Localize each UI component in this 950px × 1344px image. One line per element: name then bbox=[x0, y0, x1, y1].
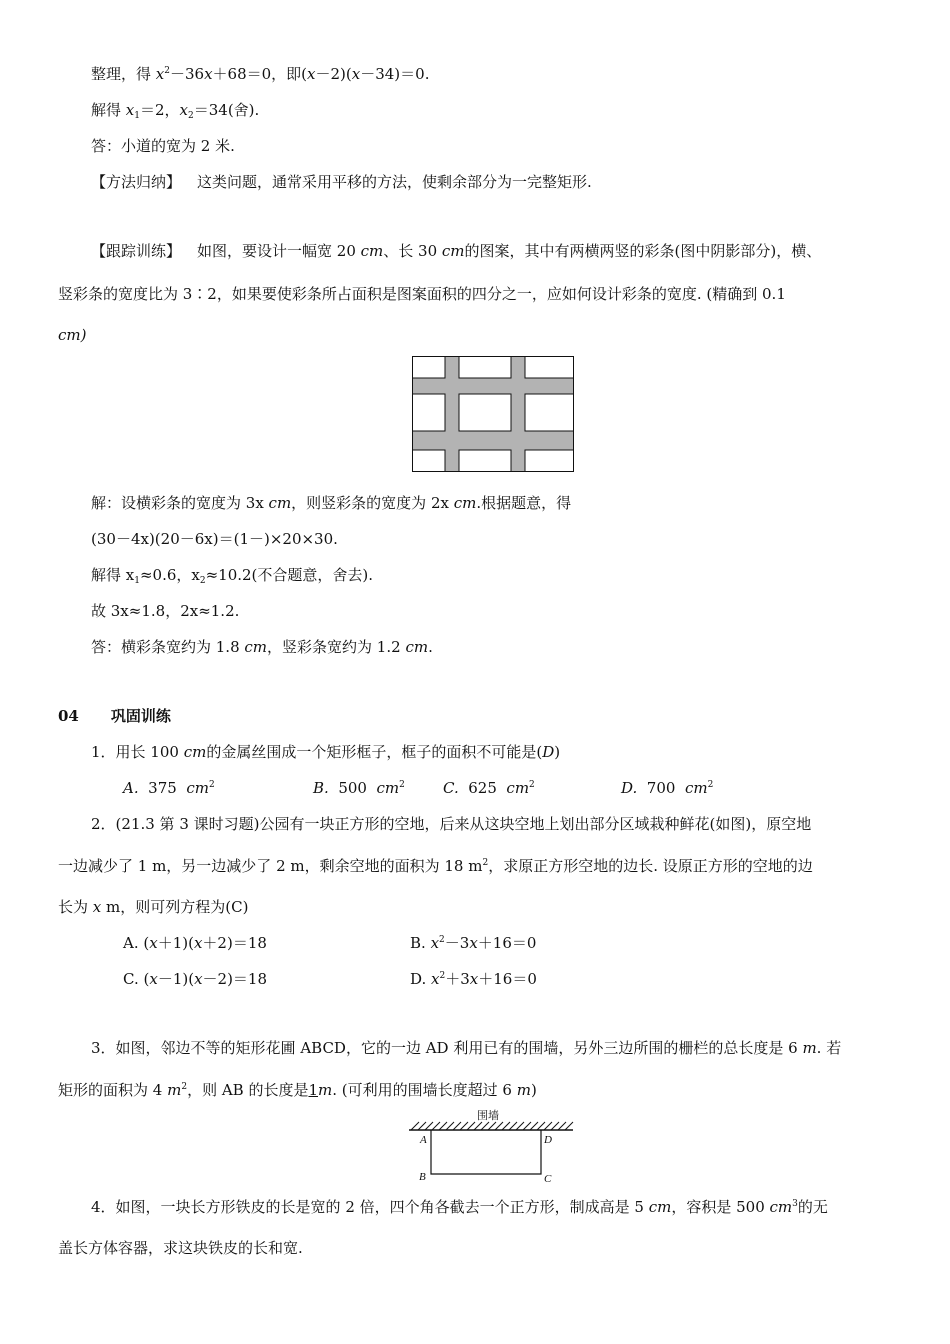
tracking-solution-line-3: 解得 $x_1\approx 0.6$，$x_2\approx 10.2$(不合题意，舍去). bbox=[91, 566, 374, 586]
vertex-b: B bbox=[419, 1171, 426, 1183]
tracking-line-3: cm) bbox=[58, 326, 87, 344]
question-4-line-1: 4．如图，一块长方形铁皮的长是宽的 2 倍，四个角各截去一个正方形，制成高是 5 cm，容积是 500 $cm^3$的无 bbox=[91, 1198, 828, 1216]
solution-line-1: 整理，得 $x^2-36x+68=0$，即(x－2)(x－34)＝0. bbox=[91, 65, 430, 83]
fence-rectangle bbox=[431, 1130, 541, 1174]
tracking-solution-line-1: 解：设横彩条的宽度为 3x cm，则竖彩条的宽度为 2x cm.根据题意，得 bbox=[91, 494, 572, 512]
tracking-line-2: 竖彩条的宽度比为 3∶2，如果要使彩条所占面积是图案面积的四分之一，应如何设计彩条的宽度. (精确到 0.1 bbox=[58, 285, 786, 303]
method-text: 这类问题，通常采用平移的方法，使剩余部分为一完整矩形. bbox=[197, 173, 592, 191]
method-summary bbox=[91, 172, 592, 192]
question-2-option-d: D. $x^2+3x+16=0$ bbox=[410, 970, 537, 988]
vertical-stripe-1 bbox=[445, 357, 459, 472]
question-1-option-d: D. 700 $cm^2$ bbox=[621, 779, 714, 797]
question-2-option-b: B. $x^2-3x+16=0$ bbox=[410, 934, 537, 952]
question-1-option-a: A. 375 $cm^2$ bbox=[123, 779, 215, 797]
question-2-line-3: 长为 x m，则可列方程为(C) bbox=[58, 898, 249, 916]
question-1-option-c: C. 625 $cm^2$ bbox=[443, 779, 535, 797]
horizontal-stripe-1 bbox=[413, 378, 574, 394]
tracking-label: 【跟踪训练】 bbox=[91, 242, 182, 260]
question-3-answer: 1 bbox=[308, 1081, 319, 1099]
horizontal-stripe-2 bbox=[413, 431, 574, 450]
section-header bbox=[58, 706, 171, 726]
vertex-c: C bbox=[544, 1173, 552, 1185]
figure-background bbox=[413, 357, 574, 472]
question-2-option-c: C. (x－1)(x－2)＝18 bbox=[123, 970, 268, 988]
solution-answer: 答：小道的宽为 2 米. bbox=[91, 137, 235, 155]
vertex-a: A bbox=[420, 1134, 427, 1146]
question-4-line-2: 盖长方体容器，求这块铁皮的长和宽. bbox=[58, 1239, 303, 1257]
tracking-line-1: 【跟踪训练】 如图，要设计一幅宽 20 cm、长 30 cm的图案，其中有两横两竖的彩条(图中阴影部分)，横、 bbox=[91, 242, 822, 260]
question-3-line-1: 3．如图，邻边不等的矩形花圃 ABCD，它的一边 AD 利用已有的围墙，另外三边所围的栅栏的总长度是 6 m. 若 bbox=[91, 1039, 842, 1057]
stripe-pattern-figure bbox=[412, 356, 574, 472]
section-title: 巩固训练 bbox=[110, 707, 171, 725]
question-2-line-1: 2．(21.3 第 3 课时习题)公园有一块正方形的空地，后来从这块空地上划出部分区域栽种鲜花(如图)，原空地 bbox=[91, 815, 812, 833]
wall-label: 围墙 bbox=[477, 1110, 499, 1122]
vertex-d: D bbox=[544, 1134, 552, 1146]
tracking-solution-line-5: 答：横彩条宽约为 1.8 cm，竖彩条宽约为 1.2 cm. bbox=[91, 638, 433, 656]
question-3-line-2: 矩形的面积为 4 $m^2$，则 AB 的长度是1m. (可利用的围墙长度超过 6 m) bbox=[58, 1081, 537, 1099]
question-2-line-2: 一边减少了 1 m，另一边减少了 2 m，剩余空地的面积为 18 $m^2$，求原正方形空地的边长. 设原正方形的空地的边 bbox=[58, 857, 813, 875]
question-1-stem: 1．用长 100 cm的金属丝围成一个矩形框子，框子的面积不可能是(D) bbox=[91, 743, 561, 761]
wall-hatching bbox=[411, 1122, 573, 1130]
vertical-stripe-2 bbox=[511, 357, 525, 472]
question-1-option-b: B. 500 $cm^2$ bbox=[313, 779, 405, 797]
tracking-solution-line-4: 故 3x≈1.8，2x≈1.2. bbox=[91, 602, 240, 620]
fence-diagram bbox=[407, 1106, 577, 1186]
tracking-solution-line-2: (30－4x)(20－6x)＝(1－)×20×30. bbox=[91, 530, 338, 548]
method-label: 【方法归纳】 bbox=[91, 173, 182, 191]
section-number: 04 bbox=[58, 707, 79, 725]
question-2-option-a: A. (x＋1)(x＋2)＝18 bbox=[123, 934, 267, 952]
solution-line-2: 解得 $x_1=2$，$x_2=34$(舍). bbox=[91, 101, 260, 121]
